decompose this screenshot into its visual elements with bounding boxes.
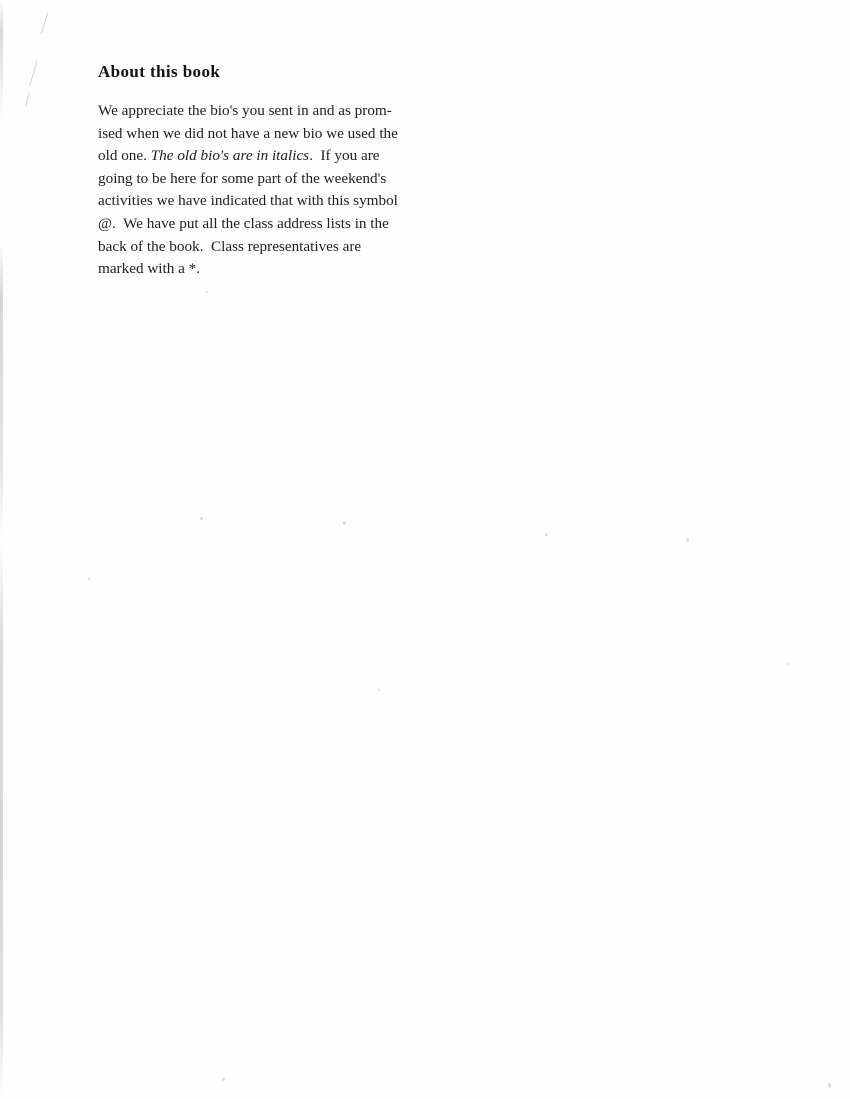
- scan-speck: [88, 578, 90, 580]
- paragraph-line-segment: . If you are: [309, 147, 380, 165]
- paragraph-line: We appreciate the bio's you sent in and as prom-: [98, 102, 392, 119]
- paragraph-line-segment: old one.: [98, 147, 151, 165]
- page-content: [98, 62, 438, 281]
- paragraph-line: going to be here for some part of the weekend's: [98, 169, 387, 187]
- scan-speck: [828, 1083, 831, 1088]
- scan-speck: [343, 521, 346, 525]
- paragraph-line: marked with a *.: [98, 260, 201, 278]
- page-title: About this book: [98, 62, 221, 81]
- paragraph-line: activities we have indicated that with this symbol: [98, 192, 398, 210]
- paragraph-line: ised when we did not have a new bio we used the: [98, 124, 398, 142]
- scan-speck: [686, 538, 689, 542]
- scan-speck: [545, 533, 548, 536]
- about-paragraph: [98, 100, 438, 281]
- paragraph-line: @. We have put all the class address lists in the: [98, 214, 389, 232]
- scan-speck: [206, 291, 208, 293]
- scan-speck: [200, 517, 203, 520]
- scan-speck: [378, 689, 380, 691]
- paragraph-line: back of the book. Class representatives are: [98, 237, 362, 255]
- paragraph-line-mixed: [98, 145, 438, 168]
- scan-speck: [787, 663, 789, 665]
- scan-speck: [222, 1078, 225, 1081]
- scan-corner-artifact: [22, 6, 82, 126]
- italic-phrase: The old bio's are in italics: [150, 147, 310, 165]
- scan-edge-artifact: [0, 0, 3, 1099]
